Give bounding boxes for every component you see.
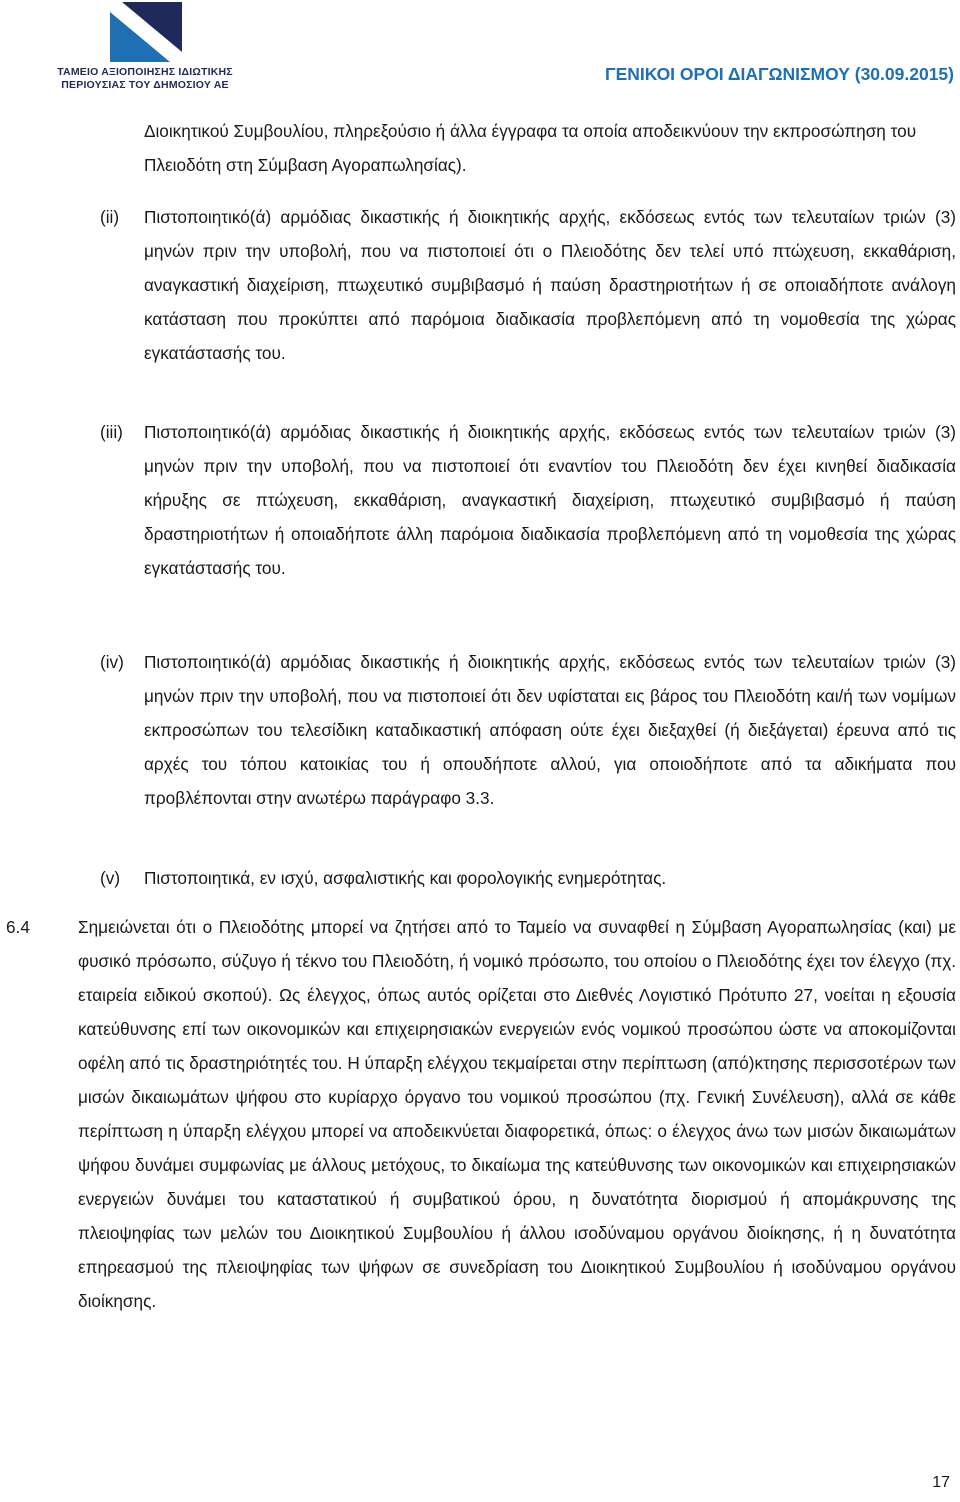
item-text-v: Πιστοποιητικά, εν ισχύ, ασφαλιστικής και φορολογικής ενημερότητας.	[144, 868, 667, 888]
item-marker-iv: (iv)	[100, 652, 124, 672]
logo-emblem-icon	[110, 2, 182, 62]
logo	[40, 2, 250, 94]
logo-text-line-1: ΤΑΜΕΙΟ ΑΞΙΟΠΟΙΗΣΗΣ ΙΔΙΩΤΙΚΗΣ	[57, 66, 233, 78]
item-text-iv: Πιστοποιητικό(ά) αρμόδιας δικαστικής ή διοικητικής αρχής, εκδόσεως εντός των τελευταίων τριών (3) μηνών πριν την υποβολή, που να πιστοποιεί ότι δεν υφίσταται εις βάρος του Πλειοδότη και/ή των νομίμων εκπροσώπων του τελεσίδικη καταδικαστική απόφαση ούτε έχει διεξαχθεί (ή διεξάγεται) έρευνα από τις αρχές του τόπου κατοικίας του ή οπουδήποτε αλλού, για οποιοδήποτε από τα αδικήματα που προβλέπονται στην ανωτέρω παράγραφο 3.3.	[144, 652, 956, 808]
item-marker-iii: (iii)	[100, 422, 123, 442]
section-text: Σημειώνεται ότι ο Πλειοδότης μπορεί να ζητήσει από το Ταμείο να συναφθεί η Σύμβαση Αγοραπωλησίας (και) με φυσικό πρόσωπο, σύζυγο ή τέκνο του Πλειοδότη, ή νομικό πρόσωπο, του οποίου ο Πλειοδότης έχει τον έλεγχο (πχ. εταιρεία ειδικού σκοπού). Ως έλεγχος, όπως αυτός ορίζεται στο Διεθνές Λογιστικό Πρότυπο 27, νοείται η εξουσία κατεύθυνσης επί των οικονομικών και επιχειρησιακών ενεργειών ενός νομικού προσώπου ώστε να αποκομίζονται οφέλη από τις δραστηριότητές του. Η ύπαρξη ελέγχου τεκμαίρεται στην περίπτωση (από)κτησης περισσοτέρων των μισών δικαιωμάτων ψήφου στο κυρίαρχο όργανο του νομικού προσώπου (πχ. Γενική Συνέλευση), αλλά σε κάθε περίπτωση η ύπαρξη ελέγχου μπορεί να αποδεικνύεται διαφορετικά, όπως: ο έλεγχος άνω των μισών δικαιωμάτων ψήφου δυνάμει συμφωνίας με άλλους μετόχους, το δικαίωμα της κατεύθυνσης των οικονομικών και επιχειρησιακών ενεργειών δυνάμει του καταστατικού ή συμβατικού όρου, η δυνατότητα διορισμού ή απομάκρυνσης της πλειοψηφίας των μελών του Διοικητικού Συμβουλίου ή άλλου ισοδύναμου οργάνου διοίκησης, ή η δυνατότητα επηρεασμού της πλειοψηφίας των ψήφων σε συνεδρίαση του Διοικητικού Συμβουλίου ή ισοδύναμου οργάνου διοίκησης.	[78, 917, 956, 1311]
document-header-title: ΓΕΝΙΚΟΙ ΟΡΟΙ ΔΙΑΓΩΝΙΣΜΟΥ (30.09.2015)	[605, 64, 954, 84]
item-marker-v: (v)	[100, 868, 121, 888]
item-text-ii: Πιστοποιητικό(ά) αρμόδιας δικαστικής ή διοικητικής αρχής, εκδόσεως εντός των τελευταίων τριών (3) μηνών πριν την υποβολή, που να πιστοποιεί ότι ο Πλειοδότης δεν τελεί υπό πτώχευση, εκκαθάριση, αναγκαστική διαχείριση, πτωχευτικό συμβιβασμό ή παύση δραστηριοτήτων ή σε οποιαδήποτε ανάλογη κατάσταση που προκύπτει από παρόμοια διαδικασία προβλεπόμενη από τη νομοθεσία της χώρας εγκατάστασής του.	[144, 207, 956, 363]
section-number: 6.4	[6, 917, 30, 937]
continuation-paragraph: Διοικητικού Συμβουλίου, πληρεξούσιο ή άλλα έγγραφα τα οποία αποδεικνύουν την εκπροσώπηση του Πλειοδότη στη Σύμβαση Αγοραπωλησίας).	[144, 121, 917, 175]
logo-text-line-2: ΠΕΡΙΟΥΣΙΑΣ ΤΟΥ ΔΗΜΟΣΙΟΥ ΑΕ	[61, 79, 229, 91]
page-number: 17	[932, 1474, 950, 1491]
item-text-iii: Πιστοποιητικό(ά) αρμόδιας δικαστικής ή διοικητικής αρχής, εκδόσεως εντός των τελευταίων τριών (3) μηνών πριν την υποβολή, που να πιστοποιεί ότι εναντίον του Πλειοδότη δεν έχει κινηθεί διαδικασία κήρυξης σε πτώχευση, εκκαθάριση, αναγκαστική διαχείριση, πτωχευτικό συμβιβασμό ή παύση δραστηριοτήτων ή οποιαδήποτε άλλη παρόμοια διαδικασία προβλεπόμενη από τη νομοθεσία της χώρας εγκατάστασής του.	[144, 422, 956, 578]
item-marker-ii: (ii)	[100, 207, 120, 227]
